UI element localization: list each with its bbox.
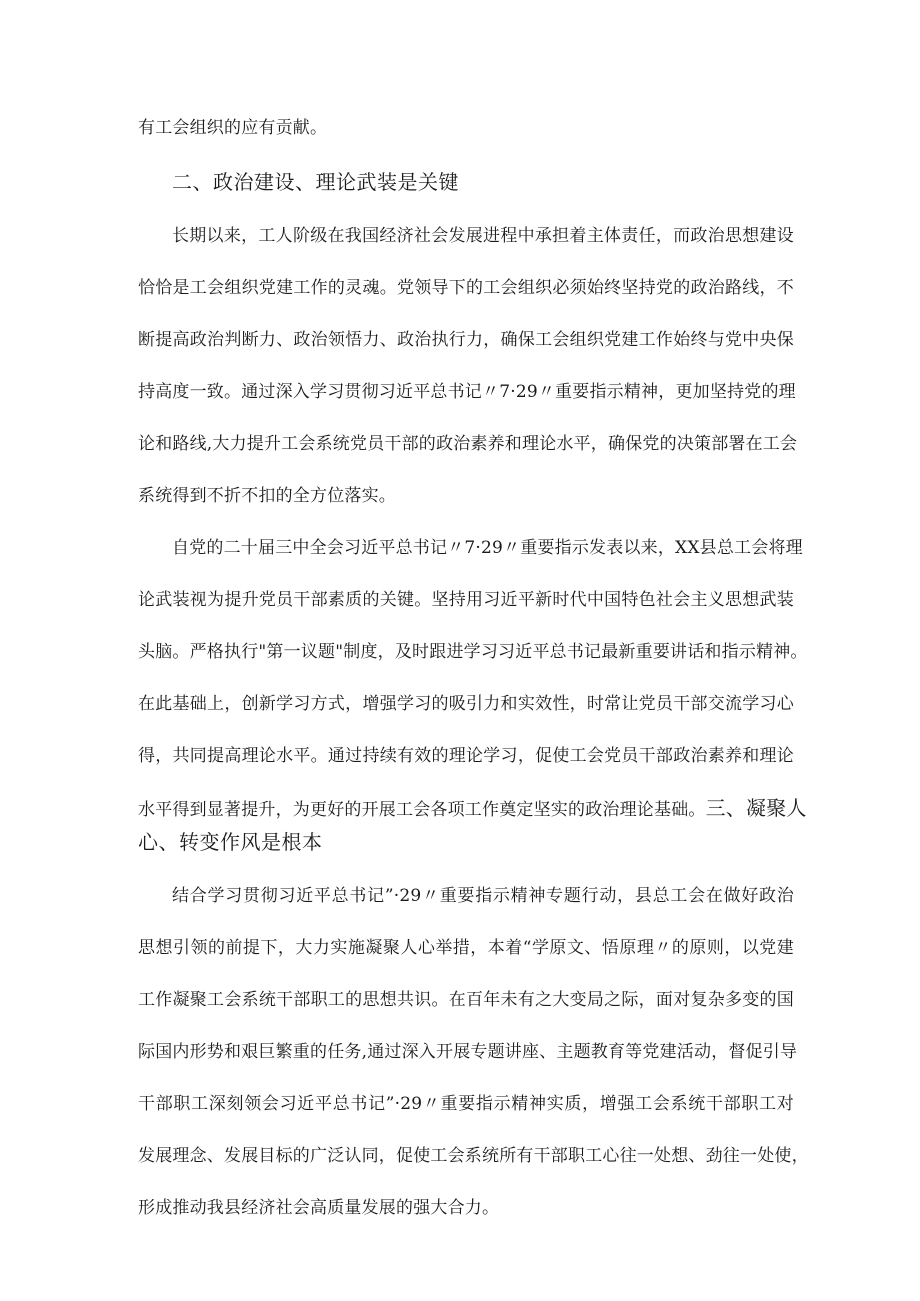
- line-gap: [138, 252, 794, 272]
- text-line: 发展理念、发展目标的广泛认同，促使工会系统所有干部职工心往一处想、劲往一处使，: [138, 1146, 809, 1166]
- text-line: 干部职工深刻领会习近平总书记”·29〃重要指示精神实质，增强工会系统干部职工对: [138, 1094, 794, 1114]
- paragraph-2: [138, 220, 798, 512]
- text-line: 持高度一致。通过深入学习贯彻习近平总书记〃7·29〃重要指示精神，更加坚持党的理: [138, 382, 796, 402]
- line-gap: [138, 1068, 794, 1088]
- text-line: 结合学习贯彻习近平总书记”·29〃重要指示精神专题行动，县总工会在做好政治: [172, 886, 794, 906]
- text-line: 在此基础上，创新学习方式，增强学习的吸引力和实效性，时常让党员干部交流学习心: [138, 694, 794, 714]
- line-gap: [138, 772, 794, 792]
- section-heading-3-end: 心、转变作风是根本: [138, 830, 323, 854]
- text-line: 有工会组织的应有贡献。: [138, 118, 328, 138]
- line-gap: [138, 304, 794, 324]
- text-line: 恰恰是工会组织党建工作的灵魂。党领导下的工会组织必须始终坚持党的政治路线，不: [138, 278, 794, 298]
- line-gap: [138, 408, 794, 428]
- text-line: 际国内形势和艰巨繁重的任务,通过深入开展专题讲座、主题教育等党建活动，督促引导: [138, 1042, 798, 1062]
- section-heading-2: 二、政治建设、理论武装是关键: [172, 170, 459, 194]
- text-line: 工作凝聚工会系统干部职工的思想共识。在百年未有之大变局之际，面对复杂多变的国: [138, 990, 794, 1010]
- line-gap: [138, 616, 794, 636]
- line-gap: [138, 1172, 794, 1192]
- paragraph-gap: [138, 860, 794, 880]
- text-line: 断提高政治判断力、政治领悟力、政治执行力，确保工会组织党建工作始终与党中央保: [138, 330, 794, 350]
- line-gap: [138, 1016, 794, 1036]
- text-line: 系统得到不折不扣的全方位落实。: [138, 486, 396, 506]
- line-gap: [138, 668, 794, 688]
- text-line: 长期以来，工人阶级在我国经济社会发展进程中承担着主体责任，而政治思想建设: [172, 226, 794, 246]
- paragraph-4: [138, 880, 809, 1224]
- line-gap: [138, 1120, 794, 1140]
- text-line: 自党的二十届三中全会习近平总书记〃7·29〃重要指示发表以来，XX县总工会将理: [172, 538, 803, 558]
- line-gap: [138, 460, 794, 480]
- paragraph-3: [138, 532, 808, 860]
- text-line: 论和路线,大力提升工会系统党员干部的政治素养和理论水平，确保党的决策部署在工会: [138, 434, 798, 454]
- paragraph-gap: [138, 144, 794, 164]
- text-line: 思想引领的前提下，大力实施凝聚人心举措，本着“学原文、悟原理〃的原则，以党建: [138, 938, 794, 958]
- paragraph-1: [138, 112, 794, 144]
- line-gap: [138, 564, 794, 584]
- paragraph-gap: [138, 512, 794, 532]
- text-line: [138, 792, 807, 824]
- text-line: 得，共同提高理论水平。通过持续有效的理论学习，促使工会党员干部政治素养和理论: [138, 746, 794, 766]
- line-gap: [138, 720, 794, 740]
- text-run: 水平得到显著提升，为更好的开展工会各项工作奠定坚实的政治理论基础。: [138, 800, 706, 820]
- section-heading-3-start: 三、凝聚人: [705, 796, 807, 820]
- line-gap: [138, 912, 794, 932]
- line-gap: [138, 356, 794, 376]
- text-line: 头脑。严格执行"第一议题"制度，及时跟进学习习近平总书记最新重要讲话和指示精神。: [138, 642, 808, 662]
- text-line: 形成推动我县经济社会高质量发展的强大合力。: [138, 1198, 500, 1218]
- document-page: [138, 112, 809, 1224]
- text-line: 论武装视为提升党员干部素质的关键。坚持用习近平新时代中国特色社会主义思想武装: [138, 590, 794, 610]
- paragraph-gap: [138, 200, 794, 220]
- line-gap: [138, 964, 794, 984]
